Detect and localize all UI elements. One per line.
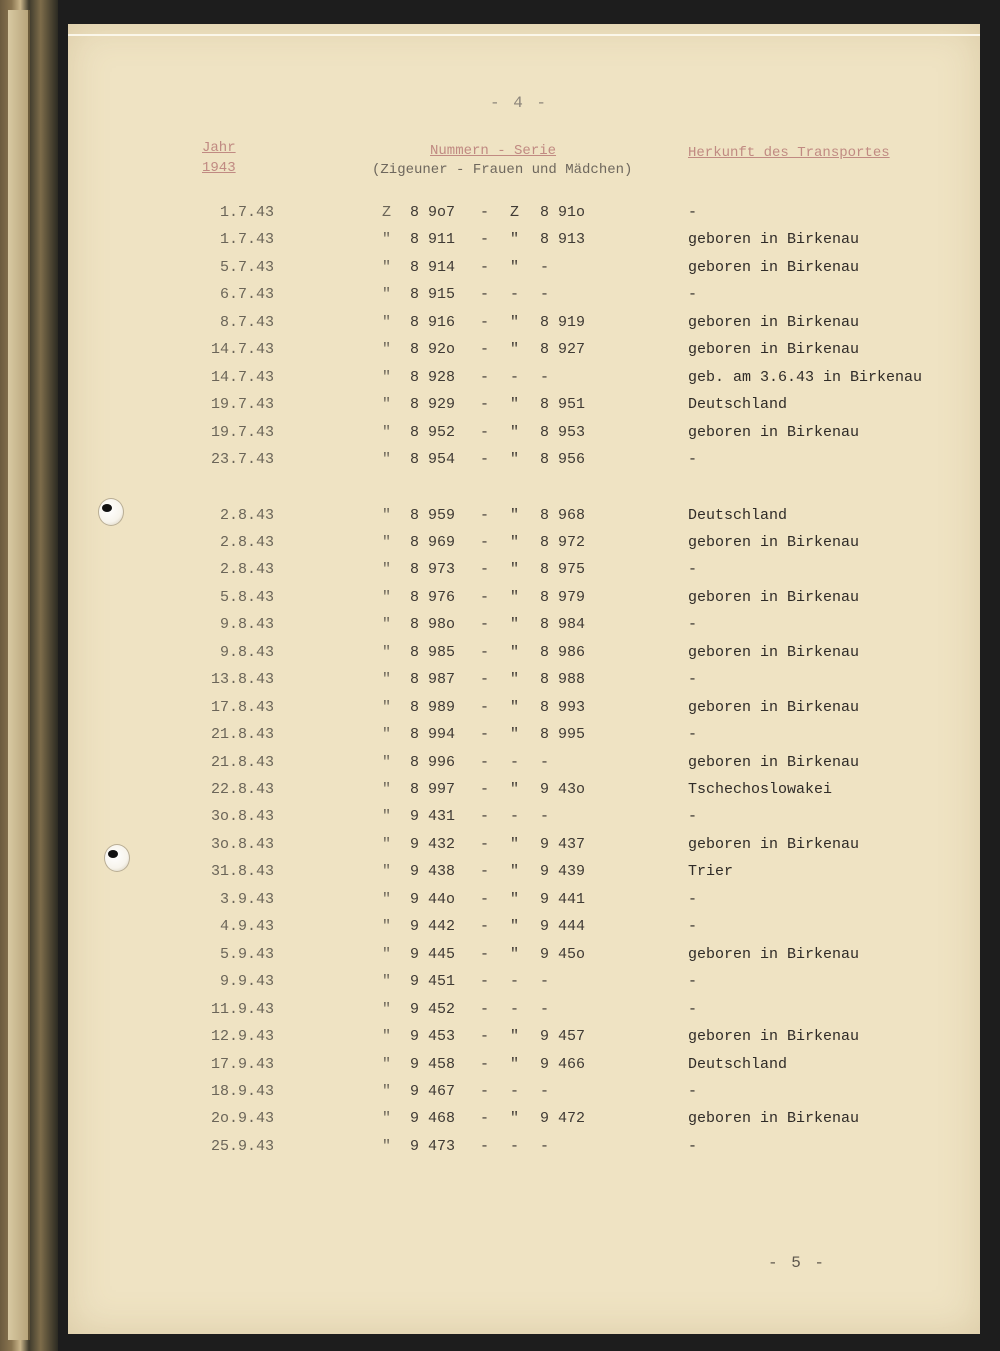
punch-hole-top	[98, 498, 124, 526]
row-date: 19.7.43	[210, 396, 274, 414]
row-prefix-start: "	[382, 726, 392, 744]
row-origin: geboren in Birkenau	[688, 643, 860, 661]
row-origin: geboren in Birkenau	[688, 341, 860, 359]
row-number-end: -	[540, 1082, 550, 1100]
row-prefix-start: "	[382, 561, 392, 579]
row-date: 23.7.43	[210, 451, 274, 469]
row-dash: -	[480, 533, 490, 551]
row-origin: -	[688, 616, 698, 634]
row-number-start: 9 453	[410, 1028, 456, 1046]
row-dash: -	[480, 616, 490, 634]
row-dash: -	[480, 918, 490, 936]
row-number-start: 9 473	[410, 1137, 456, 1155]
row-date: 14.7.43	[210, 341, 274, 359]
page-top-line	[68, 34, 980, 36]
row-prefix-end: "	[510, 643, 520, 661]
row-prefix-start: "	[382, 231, 392, 249]
row-date: 6.7.43	[219, 286, 274, 304]
row-dash: -	[480, 781, 490, 798]
row-date: 1.7.43	[219, 231, 274, 249]
row-number-end: -	[540, 286, 550, 304]
row-prefix-end: -	[510, 1137, 520, 1155]
row-number-end: 8 913	[540, 231, 586, 249]
row-prefix-start: "	[382, 698, 392, 716]
row-origin: -	[688, 561, 698, 579]
row-number-end: 8 979	[540, 588, 586, 606]
row-date: 31.8.43	[210, 863, 274, 881]
row-number-start: 9 451	[410, 973, 456, 991]
row-prefix-start: "	[382, 945, 392, 963]
row-number-end: 8 993	[540, 698, 586, 716]
row-prefix-start: "	[382, 258, 392, 276]
header-series-subtitle: (Zigeuner - Frauen und Mädchen)	[372, 162, 633, 178]
row-prefix-end: "	[510, 890, 520, 908]
row-date: 3.9.43	[219, 890, 274, 908]
row-date: 5.9.43	[219, 945, 274, 963]
row-origin: Tschechoslowakei	[688, 781, 833, 798]
row-dash: -	[480, 726, 490, 744]
row-prefix-start: "	[382, 286, 392, 304]
row-prefix-start: "	[382, 1055, 392, 1073]
row-prefix-end: "	[510, 451, 520, 469]
row-number-end: 8 951	[540, 396, 586, 414]
row-prefix-start: "	[382, 588, 392, 606]
row-date: 3o.8.43	[210, 835, 274, 853]
row-prefix-start: "	[382, 1137, 392, 1155]
row-number-end: -	[540, 258, 550, 276]
row-prefix-end: "	[510, 671, 520, 689]
row-date: 14.7.43	[210, 368, 274, 386]
row-date: 13.8.43	[210, 671, 274, 689]
binder-spine	[0, 0, 58, 1351]
row-number-start: 8 929	[410, 396, 456, 414]
row-origin: geboren in Birkenau	[688, 1110, 860, 1128]
row-prefix-end: "	[510, 1028, 520, 1046]
row-origin: -	[688, 451, 698, 469]
row-origin: geboren in Birkenau	[688, 945, 860, 963]
row-number-end: 8 984	[540, 616, 586, 634]
row-date: 5.7.43	[219, 258, 274, 276]
row-dash: -	[480, 286, 490, 304]
row-number-start: 8 969	[410, 533, 456, 551]
row-number-start: 9 468	[410, 1110, 456, 1128]
row-number-end: 8 986	[540, 643, 586, 661]
row-prefix-end: "	[510, 423, 520, 441]
row-number-end: 8 91o	[540, 204, 586, 221]
row-number-start: 8 92o	[410, 341, 456, 359]
row-dash: -	[480, 231, 490, 249]
row-date: 8.7.43	[219, 313, 274, 331]
row-prefix-start: Z	[382, 204, 392, 221]
row-prefix-end: "	[510, 506, 520, 524]
row-number-start: 8 959	[410, 506, 456, 524]
row-prefix-end: -	[510, 808, 520, 826]
row-origin: -	[688, 890, 698, 908]
row-origin: Deutschland	[688, 506, 788, 524]
row-origin: Trier	[688, 863, 734, 881]
row-prefix-start: "	[382, 753, 392, 771]
row-prefix-start: "	[382, 643, 392, 661]
row-dash: -	[480, 423, 490, 441]
row-number-start: 9 445	[410, 945, 456, 963]
row-number-start: 8 994	[410, 726, 456, 744]
row-dash: -	[480, 973, 490, 991]
row-dash: -	[480, 258, 490, 276]
row-number-start: 8 98o	[410, 616, 456, 634]
row-date: 9.8.43	[219, 643, 274, 661]
row-number-end: 9 457	[540, 1028, 586, 1046]
row-number-start: 8 916	[410, 313, 456, 331]
row-prefix-start: "	[382, 863, 392, 881]
row-number-end: 8 956	[540, 451, 586, 469]
row-number-end: 9 437	[540, 835, 586, 853]
row-prefix-end: "	[510, 561, 520, 579]
row-origin: -	[688, 726, 698, 744]
row-dash: -	[480, 698, 490, 716]
row-dash: -	[480, 753, 490, 771]
row-prefix-start: "	[382, 973, 392, 991]
row-number-start: 8 987	[410, 671, 456, 689]
row-origin: -	[688, 671, 698, 689]
row-dash: -	[480, 1082, 490, 1100]
punch-hole-bottom	[104, 844, 130, 872]
row-number-start: 8 996	[410, 753, 456, 771]
row-dash: -	[480, 1137, 490, 1155]
row-number-start: 8 973	[410, 561, 456, 579]
row-prefix-start: "	[382, 341, 392, 359]
row-prefix-start: "	[382, 835, 392, 853]
binder-strip	[8, 10, 30, 1340]
row-dash: -	[480, 588, 490, 606]
row-date: 5.8.43	[219, 588, 274, 606]
row-origin: geboren in Birkenau	[688, 313, 860, 331]
row-number-start: 9 438	[410, 863, 456, 881]
row-origin: -	[688, 1000, 698, 1018]
row-number-end: -	[540, 368, 550, 386]
row-dash: -	[480, 1055, 490, 1073]
row-prefix-end: "	[510, 726, 520, 744]
row-number-start: 8 989	[410, 698, 456, 716]
row-prefix-start: "	[382, 671, 392, 689]
row-prefix-end: "	[510, 313, 520, 331]
row-origin: geboren in Birkenau	[688, 753, 860, 771]
row-prefix-start: "	[382, 1082, 392, 1100]
row-prefix-end: "	[510, 616, 520, 634]
row-date: 4.9.43	[219, 918, 274, 936]
row-prefix-end: -	[510, 973, 520, 991]
row-origin: geboren in Birkenau	[688, 231, 860, 249]
row-prefix-end: "	[510, 835, 520, 853]
row-dash: -	[480, 643, 490, 661]
row-dash: -	[480, 341, 490, 359]
header-origin: Herkunft des Transportes	[688, 145, 890, 161]
row-date: 21.8.43	[210, 726, 274, 744]
row-date: 3o.8.43	[210, 808, 274, 826]
row-number-start: 9 431	[410, 808, 456, 826]
row-prefix-start: "	[382, 396, 392, 414]
row-prefix-start: "	[382, 781, 392, 798]
row-prefix-start: "	[382, 313, 392, 331]
row-origin: -	[688, 286, 698, 304]
row-number-end: 9 472	[540, 1110, 586, 1128]
row-dash: -	[480, 1110, 490, 1128]
row-prefix-end: "	[510, 533, 520, 551]
row-prefix-end: -	[510, 753, 520, 771]
row-number-end: 9 466	[540, 1055, 586, 1073]
row-dash: -	[480, 1028, 490, 1046]
row-date: 19.7.43	[210, 423, 274, 441]
row-dash: -	[480, 204, 490, 221]
row-number-end: -	[540, 753, 550, 771]
row-dash: -	[480, 835, 490, 853]
row-origin: -	[688, 1137, 698, 1155]
row-prefix-start: "	[382, 368, 392, 386]
row-prefix-end: "	[510, 863, 520, 881]
row-date: 17.8.43	[210, 698, 274, 716]
row-prefix-end: "	[510, 396, 520, 414]
row-prefix-start: "	[382, 1028, 392, 1046]
row-date: 2.8.43	[219, 561, 274, 579]
row-prefix-start: "	[382, 918, 392, 936]
page-number: - 4 -	[490, 94, 549, 112]
row-number-start: 9 432	[410, 835, 456, 853]
row-prefix-end: "	[510, 1110, 520, 1128]
header-series: Nummern - Serie	[430, 143, 557, 159]
row-origin: geboren in Birkenau	[688, 533, 860, 551]
row-number-end: 8 968	[540, 506, 586, 524]
row-origin: Deutschland	[688, 1055, 788, 1073]
row-prefix-end: Z	[510, 204, 520, 221]
row-prefix-end: "	[510, 781, 520, 798]
row-number-start: 8 911	[410, 231, 456, 249]
row-prefix-start: "	[382, 890, 392, 908]
row-origin: geboren in Birkenau	[688, 423, 860, 441]
row-number-start: 9 452	[410, 1000, 456, 1018]
row-date: 9.9.43	[219, 973, 274, 991]
row-dash: -	[480, 1000, 490, 1018]
row-number-start: 9 44o	[410, 890, 456, 908]
row-origin: -	[688, 918, 698, 936]
row-number-end: 8 975	[540, 561, 586, 579]
row-origin: geboren in Birkenau	[688, 698, 860, 716]
row-date: 1.7.43	[219, 204, 274, 221]
row-dash: -	[480, 313, 490, 331]
row-origin: geboren in Birkenau	[688, 1028, 860, 1046]
row-number-start: 8 985	[410, 643, 456, 661]
row-number-end: 8 972	[540, 533, 586, 551]
row-number-end: 8 953	[540, 423, 586, 441]
row-number-end: 8 919	[540, 313, 586, 331]
row-origin: -	[688, 1082, 698, 1100]
row-origin: geboren in Birkenau	[688, 588, 860, 606]
row-prefix-end: "	[510, 258, 520, 276]
row-date: 21.8.43	[210, 753, 274, 771]
row-dash: -	[480, 451, 490, 469]
row-number-start: 8 9o7	[410, 204, 456, 221]
row-date: 22.8.43	[210, 781, 274, 798]
row-dash: -	[480, 808, 490, 826]
document-page	[68, 24, 980, 1334]
row-prefix-end: "	[510, 231, 520, 249]
row-date: 25.9.43	[210, 1137, 274, 1155]
row-origin: -	[688, 204, 698, 221]
row-number-end: 9 45o	[540, 945, 586, 963]
row-origin: -	[688, 808, 698, 826]
row-prefix-end: "	[510, 698, 520, 716]
row-number-end: 8 927	[540, 341, 586, 359]
row-number-start: 9 467	[410, 1082, 456, 1100]
row-dash: -	[480, 506, 490, 524]
row-number-end: -	[540, 973, 550, 991]
row-prefix-start: "	[382, 451, 392, 469]
row-date: 12.9.43	[210, 1028, 274, 1046]
row-number-start: 8 952	[410, 423, 456, 441]
row-origin: geb. am 3.6.43 in Birkenau	[688, 368, 923, 386]
row-number-start: 9 442	[410, 918, 456, 936]
row-number-end: 9 441	[540, 890, 586, 908]
row-prefix-start: "	[382, 533, 392, 551]
header-year-label: Jahr	[202, 140, 236, 156]
row-date: 18.9.43	[210, 1082, 274, 1100]
row-dash: -	[480, 368, 490, 386]
row-dash: -	[480, 396, 490, 414]
row-date: 2.8.43	[219, 533, 274, 551]
row-prefix-end: -	[510, 368, 520, 386]
row-prefix-start: "	[382, 1000, 392, 1018]
row-date: 11.9.43	[210, 1000, 274, 1018]
row-number-end: -	[540, 1000, 550, 1018]
row-number-end: 9 439	[540, 863, 586, 881]
row-prefix-end: -	[510, 1082, 520, 1100]
row-prefix-start: "	[382, 1110, 392, 1128]
row-prefix-end: -	[510, 286, 520, 304]
row-date: 17.9.43	[210, 1055, 274, 1073]
row-number-end: 9 444	[540, 918, 586, 936]
row-dash: -	[480, 890, 490, 908]
row-number-end: 8 988	[540, 671, 586, 689]
header-year-value: 1943	[202, 160, 236, 176]
next-page-number: - 5 -	[768, 1254, 827, 1272]
row-number-end: -	[540, 1137, 550, 1155]
row-prefix-start: "	[382, 423, 392, 441]
row-prefix-end: -	[510, 1000, 520, 1018]
row-origin: -	[688, 973, 698, 991]
row-number-end: 8 995	[540, 726, 586, 744]
row-origin: Deutschland	[688, 396, 788, 414]
row-number-start: 8 928	[410, 368, 456, 386]
row-prefix-end: "	[510, 341, 520, 359]
row-number-start: 8 997	[410, 781, 456, 798]
row-dash: -	[480, 863, 490, 881]
row-prefix-start: "	[382, 808, 392, 826]
row-number-start: 9 458	[410, 1055, 456, 1073]
row-number-start: 8 914	[410, 258, 456, 276]
row-prefix-start: "	[382, 616, 392, 634]
row-prefix-end: "	[510, 588, 520, 606]
row-dash: -	[480, 945, 490, 963]
row-origin: geboren in Birkenau	[688, 258, 860, 276]
row-number-end: 9 43o	[540, 781, 586, 798]
row-date: 2o.9.43	[210, 1110, 274, 1128]
row-number-start: 8 915	[410, 286, 456, 304]
row-date: 9.8.43	[219, 616, 274, 634]
row-prefix-end: "	[510, 945, 520, 963]
row-prefix-end: "	[510, 1055, 520, 1073]
row-number-start: 8 954	[410, 451, 456, 469]
row-prefix-start: "	[382, 506, 392, 524]
row-number-end: -	[540, 808, 550, 826]
row-dash: -	[480, 561, 490, 579]
row-origin: geboren in Birkenau	[688, 835, 860, 853]
row-dash: -	[480, 671, 490, 689]
row-number-start: 8 976	[410, 588, 456, 606]
row-date: 2.8.43	[219, 506, 274, 524]
row-prefix-end: "	[510, 918, 520, 936]
